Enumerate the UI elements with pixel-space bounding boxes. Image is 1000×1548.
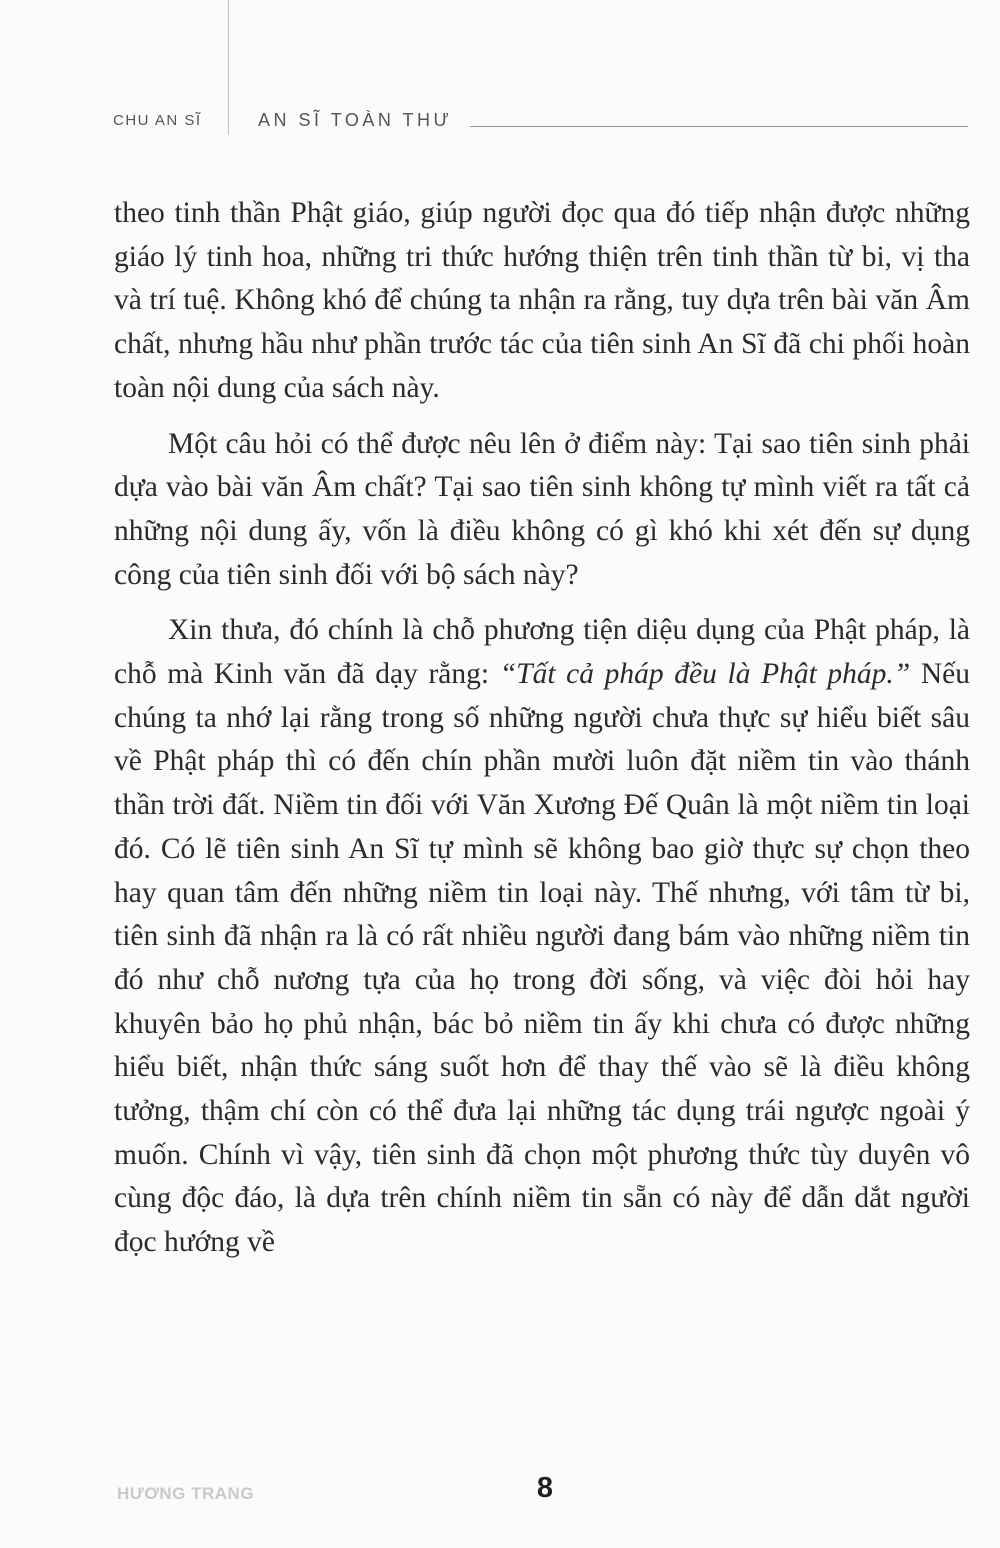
paragraph-2: Một câu hỏi có thể được nêu lên ở điểm này: Tại sao tiên sinh phải dựa vào bài văn Âm chất? Tại sao tiên sinh không tự mình viết ra tất cả những nội dung ấy, vốn là điều không có gì khó khi xét đến sự dụng công của tiên sinh đối với bộ sách này? bbox=[114, 427, 970, 591]
paragraph-3 bbox=[114, 609, 970, 1265]
running-header-book-title: AN SĨ TOÀN THƯ bbox=[258, 110, 453, 130]
running-header-author: CHU AN SĨ bbox=[113, 112, 202, 129]
paragraph-1: theo tinh thần Phật giáo, giúp người đọc qua đó tiếp nhận được những giáo lý tinh hoa, những tri thức hướng thiện trên tinh thần từ bi, vị tha và trí tuệ. Không khó để chúng ta nhận ra rằng, tuy dựa trên bài văn Âm chất, nhưng hầu như phần trước tác của tiên sinh An Sĩ đã chi phối hoàn toàn nội dung của sách này. bbox=[114, 197, 970, 404]
header-vertical-rule bbox=[228, 0, 229, 135]
paragraph-3-lead: Xin thưa, đó chính là chỗ phương tiện diệu dụng của Phật pháp, là chỗ mà Kinh văn đã dạy rằng: bbox=[114, 614, 970, 691]
paragraph-3-rest: Nếu chúng ta nhớ lại rằng trong số những người chưa thực sự hiểu biết sâu về Phật pháp thì có đến chín phần mười luôn đặt niềm tin vào thánh thần trời đất. Niềm tin đối với Văn Xương Đế Quân là một niềm tin loại đó. Có lẽ tiên sinh An Sĩ tự mình sẽ không bao giờ thực sự chọn theo hay quan tâm đến những niềm tin loại này. Thế nhưng, với tâm từ bi, tiên sinh đã nhận ra là có rất nhiều người đang bám vào những niềm tin đó như chỗ nương tựa của họ trong đời sống, và việc đòi hỏi hay khuyên bảo họ phủ nhận, bác bỏ niềm tin ấy khi chưa có được những hiểu biết, nhận thức sáng suốt hơn để thay thế vào sẽ là điều không tưởng, thậm chí còn có thể đưa lại những tác dụng trái ngược ngoài ý muốn. Chính vì vậy, tiên sinh đã chọn một phương thức tùy duyên vô cùng độc đáo, là dựa trên chính niềm tin sẵn có này để dẫn dắt người đọc hướng về bbox=[114, 658, 971, 1259]
publisher-watermark: HƯƠNG TRANG bbox=[117, 1484, 255, 1503]
header-horizontal-rule bbox=[470, 126, 968, 127]
scripture-quote: “Tất cả pháp đều là Phật pháp.” bbox=[499, 658, 911, 691]
body-text bbox=[114, 192, 970, 1265]
page-number: 8 bbox=[536, 1472, 554, 1504]
